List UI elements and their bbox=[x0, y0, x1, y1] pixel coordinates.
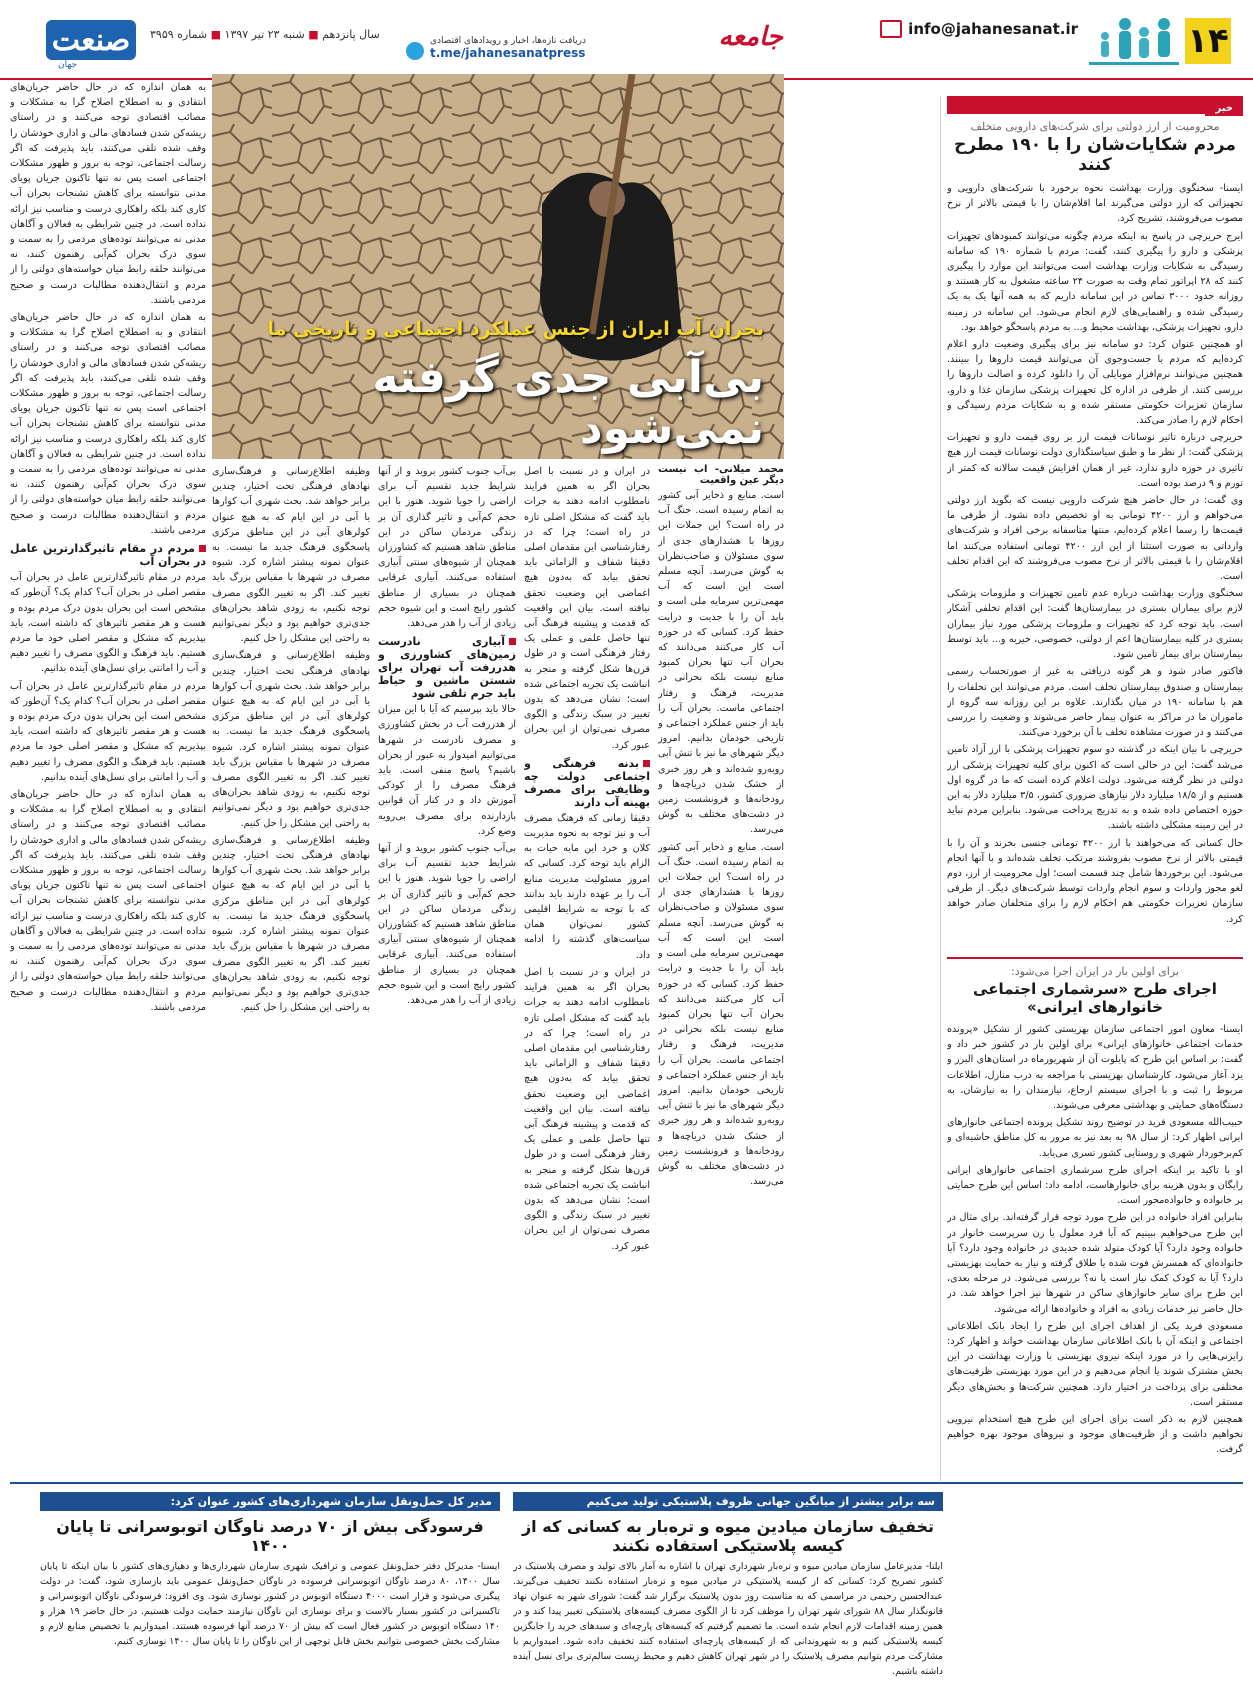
news2-paragraph: مسعودی فرید یکی از اهداف اجرای این طرح را ایجاد بانک اطلاعاتی اجتماعی و اینکه آن با بانک اطلاعاتی سازمان بهداشت خواند و اظهار کرد: رایزنی‌هایی را در مورد اینکه نیروی بهزیستی با وزارت بهداشت در این بخش مشترک شوند یا انجام می‌دهیم و در این مورد بهزیستی ظرفیت‌های مختلفی برای پرداخت در اختیار دارد. همچنین شرکت‌ها و بخش‌های دیگر مستقر است. bbox=[947, 1320, 1243, 1408]
article-text: وظیفه اطلاع‌رسانی و فرهنگ‌سازی نهادهای فرهنگی تحت اختیار، چندین برابر خواهد شد. بحث شهری آب کوارها یا آبی در این ایام که به هیچ عنوان کولرهای آبی در این مناطق مرکزی پاسخگوی فرهنگ جدید ما نیست. به عنوان نمونه پیشتر اشاره کرد. شیوه مصرف در شهرها با مقیاس بزرگ باید تغییر کند. اگر به تغییر الگوی مصرف توجه نکنیم، به زودی شاهد بحران‌های جدی‌تری خواهیم بود و دیگر نمی‌توانیم به راحتی این مشکل را حل کنیم. bbox=[212, 466, 370, 645]
divider bbox=[947, 957, 1243, 959]
article-subhead: آبیاری نادرست زمین‌های کشاورزی و هدررفت آب تهران برای شستن ماشین و حیاط باید جرم تلقی شود bbox=[378, 635, 516, 701]
article-text: در ایران و در نسبت با اصل بحران اگر به همین فرایند نامطلوب ادامه دهند به جرات باید گفت که مشکل اصلی تازه در راه است؛ چرا که در رفتارشناسی این مقدمان اصلی دقیقا شفاف و الزاماتی باید تحقق بیابد که به‌دون هیچ اغماضی این وضعیت تحقق نیافته است. بیان این واقعیت که قدمت و پیشینه فرهنگ آبی تنها حاصل علمی و عملی یک رفتار فرهنگی است و در طول قرن‌ها شکل گرفته و منجر به انباشت یک تجربه اجتماعی شده است؛ نشان می‌دهد که بدون تغییر در سبک زندگی و الگوی مصرف نمی‌توان از این بحران عبور کرد. bbox=[524, 466, 650, 751]
article-text: در ایران و در نسبت با اصل بحران اگر به همین فرایند نامطلوب ادامه دهند به جرات باید گفت که مشکل اصلی تازه در راه است؛ چرا که در رفتارشناسی این مقدمان اصلی دقیقا شفاف و الزاماتی باید تحقق بیابد که به‌دون هیچ اغماضی این وضعیت تحقق نیافته است. بیان این واقعیت که قدمت و پیشینه فرهنگ آبی تنها حاصل علمی و عملی یک رفتار فرهنگی است و در طول قرن‌ها شکل گرفته و منجر به انباشت یک تجربه اجتماعی شده است؛ نشان می‌دهد که بدون تغییر در سبک زندگی و الگوی مصرف نمی‌توان از این بحران عبور کرد. bbox=[524, 966, 650, 1252]
telegram-url[interactable]: t.me/jahanesanatpress bbox=[430, 46, 586, 60]
right-news-box bbox=[947, 96, 1243, 1481]
article-text: بی‌آب جنوب کشور بروید و از آنها شرایط جدید تقسیم آب برای اراضی را جویا شوید. هنوز با این حجم کم‌آبی و تاثیر گذاری آن بر زندگی مردمان ساکن در این مناطق شاهد هستیم که کشاورزان همچنان از شیوه‌های سنتی آبیاری استفاده می‌کنند. آبیاری غرقابی همچنان در بسیاری از مناطق کشور رایج است و این شیوه حجم زیادی از آب را هدر می‌دهد. bbox=[378, 843, 516, 1007]
news2-paragraph: حبیب‌الله مسعودی فرید در توضیح روند تشکیل پرونده اجتماعی خانوارهای ایرانی اظهار کرد: از سال ۹۸ به بعد نیز به مرور به کل مناطق حاشیه‌ای و کم‌برخوردار شهری و روستایی کشور تسری می‌یابد. bbox=[947, 1117, 1243, 1159]
news-paragraph: فاکتور صادر شود و هر گونه دریافتی به غیر از صورتحساب رسمی بیمارستان و صندوق بیمارستان تخلف است. مردم می‌توانند این تخلفات را هم با سامانه ۱۹۰ در میان بگذارند. علاوه بر این روزانه سه گروه از ماموران ما در مراکز به عنوان بیمار حاضر می‌شوند و وضعیت را بررسی می‌کنند و در صورت مشاهده تخلف با آن برخورد می‌کنند. bbox=[947, 666, 1243, 739]
email-contact[interactable] bbox=[880, 20, 1078, 38]
red-bar bbox=[947, 96, 1243, 114]
feature-kicker: بحران آب ایران از جنس عملکرد اجتماعی و تاریخی ما bbox=[267, 318, 764, 340]
column-rule bbox=[940, 96, 941, 1481]
issue-number: شماره ۳۹۵۹ bbox=[150, 28, 208, 41]
news-paragraph: وی گفت: در حال حاضر هیچ شرکت دارویی نیست که بگوید ارز دولتی می‌خواهم و ارز ۴۲۰۰ تومانی به او تخصیص داده نشود. از طرفی ما قیمت‌ها را رسما اعلام کرده‌ایم، منتها متاسفانه برخی افراد و شرکت‌های وارداتی به صورت استثنا از این ارز ۴۲۰۰ تومانی استفاده می‌کنند اما اقلام‌شان را با قیمتی بالاتر از نرخ مصوب می‌فروشند که این اقدام تخلف است. bbox=[947, 495, 1243, 583]
article-text: حالا باید بپرسیم که آیا با این میزان از هدررفت آب در بخش کشاورزی و مصرف نادرست در شهرها می‌توانیم امیدوار به عبور از بحران باشیم؟ پاسخ منفی است. باید فرهنگ مصرف را از کودکی آموزش داد و در کنار آن قوانین بازدارنده برای مصرف بی‌رویه وضع کرد. bbox=[378, 704, 516, 837]
envelope-icon bbox=[880, 20, 902, 38]
main-photo bbox=[212, 74, 784, 459]
article-column-4 bbox=[212, 464, 370, 1476]
news2-paragraph: ایسنا- معاون امور اجتماعی سازمان بهزیستی کشور از تشکیل «پرونده خدمات اجتماعی خانوارهای ایرانی» برای اولین بار در کشور خبر داد و گفت: بر اساس این طرح که پایلوت آن از شهریورماه در استان‌های البرز و یزد آغاز می‌شود، کارشناسان بهزیستی با مراجعه به درب منازل، اطلاعات مربوط را ثبت و با اجرای سیستم ارجاع، نیازمندان را به نیازشان، به دستگاه‌های حمایتی و بهداشتی معرفی می‌شوند. bbox=[947, 1024, 1243, 1112]
article-text: مردم در مقام تاثیرگذارترین عامل در بحران آب مقصر اصلی در بحران آب؟ کدام یک؟ آن‌طور که مشخص است این بحران بدون درک مردم بوده و هست و هر مقصر تاثیرهای که داشته است، باید بپذیریم که مشکل و مقصر اصلی خود ما مردم هستیم. باید فرهنگ و الگوی مصرف را تغییر دهیم و آب را امانتی برای نسل‌های آینده بدانیم. bbox=[10, 572, 206, 675]
news-label: خبر bbox=[1205, 101, 1243, 116]
issue-info: سال پانزدهم ■ شنبه ۲۳ تیر ۱۳۹۷ ■ شماره ۳۹۵۹ bbox=[150, 28, 380, 41]
article-text: به همان اندازه که در حال حاضر جریان‌های انتقادی و به اصطلاح اصلاح گرا به مشکلات و مصائب اقتصادی توجه می‌کنند و در راستای ریشه‌کن شدن فسادهای مالی و اداری خودشان را وقف شده تلقی می‌کنند، باید پذیرفت که اگر رسالت اجتماعی، توجه به بروز و ظهور مشکلات اجتماعی است پس نه تنها تاکنون جریان پویای مدنی نتوانسته برای کاهش تشنجات بحران آب کاری کند بلکه راهکاری درست و مناسب نیز ارائه نداده است. در چنین شرایطی به فعالان و آگاهان مدنی نه می‌توانند توده‌های مردمی را به سمت و سوی درک بحران کم‌آبی رهنمون کنند، نه می‌توانند حلقه رابط میان خواسته‌های دولتی را از مردم و انتقال‌دهنده مطالبات درست و صحیح مردمی باشند. bbox=[10, 312, 206, 536]
news-paragraph: حال کسانی که می‌خواهند با ارز ۴۲۰۰ تومانی جنسی بخرند و آن را با قیمتی بالاتر از نرخ مصوب بفروشند مرتکب تخلف شده‌اند و با آنها انجام می‌شود. این برخوردها شامل چند قسمت است؛ اول محرومیت از ارز، دوم لغو مجوز واردات و سوم انجام واردات توسط شرکت‌های دیگر. از طرفی سازمان تعزیرات حکومتی هم احکام لازم را برای متخلفان صادر خواهد کرد. bbox=[947, 837, 1243, 925]
bottom-kicker: سه برابر بیشتر از میانگین جهانی ظروف پلاستیکی تولید می‌کنیم bbox=[513, 1492, 943, 1511]
issue-date: شنبه ۲۳ تیر ۱۳۹۷ bbox=[224, 28, 305, 41]
masthead-subtitle: جهان bbox=[58, 60, 78, 70]
email-text: info@jahanesanat.ir bbox=[908, 20, 1078, 38]
telegram-link[interactable] bbox=[430, 36, 630, 60]
article-column-2 bbox=[524, 464, 650, 1476]
news-body bbox=[947, 181, 1243, 951]
article-text: به همان اندازه که در حال حاضر جریان‌های انتقادی و به اصطلاح اصلاح گرا به مشکلات و مصائب اقتصادی توجه می‌کنند و در راستای ریشه‌کن شدن فسادهای مالی و اداری خودشان را وقف شده تلقی می‌کنند، باید پذیرفت که اگر رسالت اجتماعی، توجه به بروز و ظهور مشکلات اجتماعی است پس نه تنها تاکنون جریان پویای مدنی نتوانسته برای کاهش تشنجات بحران آب کاری کند بلکه راهکاری درست و مناسب نیز ارائه نداده است. در چنین شرایطی به فعالان و آگاهان مدنی نه می‌توانند توده‌های مردمی را به سمت و سوی درک بحران کم‌آبی رهنمون کنند، نه می‌توانند حلقه رابط میان خواسته‌های دولتی را از مردم و انتقال‌دهنده مطالبات درست و صحیح مردمی باشند. bbox=[10, 788, 206, 1013]
page-number: ۱۴ bbox=[1185, 18, 1231, 64]
feature-title: بی‌آبی جدی گرفته نمی‌شود bbox=[372, 352, 764, 454]
bottom-body: ایلنا- مدیرعامل سازمان میادین میوه و تره‌بار شهرداری تهران با اشاره به آمار بالای تولید و مصرف پلاستیک در کشور تصریح کرد: کسانی که از کیسه پلاستیکی در میادین میوه و تره‌بار استفاده نکنند تخفیف می‌گیرند. عبدالحسین رحیمی در مراسمی که به مناسبت روز بدون پلاستیک برگزار شد گفت: شورای شهر به عنوان نهاد قانونگذار سال ۸۸ شورای شهر تهران را موظف کرد تا از الگوی مصرف کیسه‌های پلاستیکی تغییر پیدا کند و در همین زمینه اقدامات لازم انجام شده است. ما تصمیم گرفتیم که کیسه‌های پارچه‌ای و سبدهای خرید را جایگزین کیسه پلاستیکی کنیم و به شهروندانی که از کیسه‌های پارچه‌ای استفاده کنند تخفیف داده شود. امیدواریم با مشارکت مردم بتوانیم مصرف پلاستیک را در شهر تهران کاهش دهیم و محیط زیست سالم‌تری برای نسل آینده داشته باشیم. bbox=[513, 1561, 943, 1677]
news-paragraph: سخنگوی وزارت بهداشت درباره عدم تامین تجهیزات و ملزومات پزشکی لازم برای بیماران بستری در بیمارستان‌ها گفت: این اقدام تخلفی آشکار است. باید توجه کرد که تجهیزات و ملزومات پزشکی مورد نیاز بیماران بستری در کلیه بیمارستان‌ها اعم از دولتی، خصوصی، خیریه و... باید توسط بیمارستان برای بیمار تامین شود. bbox=[947, 588, 1243, 661]
bottom-title: فرسودگی بیش از ۷۰ درصد ناوگان اتوبوسرانی تا پایان ۱۴۰۰ bbox=[56, 1517, 484, 1555]
article-subhead: مردم در مقام تاثیرگذارترین عامل در بحران آب bbox=[10, 542, 206, 569]
telegram-icon bbox=[406, 42, 424, 60]
article-text: به همان اندازه که در حال حاضر جریان‌های انتقادی و به اصطلاح اصلاح گرا به مشکلات و مصائب اقتصادی توجه می‌کنند و در راستای ریشه‌کن شدن فسادهای مالی و اداری خودشان را وقف شده تلقی می‌کنند، باید پذیرفت که اگر رسالت اجتماعی، توجه به بروز و ظهور مشکلات اجتماعی است پس نه تنها تاکنون جریان پویای مدنی نتوانسته برای کاهش تشنجات بحران آب کاری کند بلکه راهکاری درست و مناسب نیز ارائه نداده است. در چنین شرایطی به فعالان و آگاهان مدنی نه می‌توانند توده‌های مردمی را به سمت و سوی درک بحران کم‌آبی رهنمون کنند، نه می‌توانند حلقه رابط میان خواسته‌های دولتی را از مردم و انتقال‌دهنده مطالبات درست و صحیح مردمی باشند. bbox=[10, 82, 206, 306]
section-title: جامعه bbox=[718, 22, 783, 52]
news-paragraph: او همچنین عنوان کرد: دو سامانه نیز برای پیگیری وضعیت دارو اعلام کرده‌ایم که مردم با جست‌وجوی آن می‌توانند قیمت داروها را ببینند. همچنین می‌توانند نرم‌افزار موبایلی آن را دانلود کرده و اصالت داروها را بررسی کنند. از طرفی در اداره کل تجهیزات پزشکی سازمان غذا و دارو، سازمان تعزیرات حکومتی مستقر شده و به شکایات مردم رسیدگی و احکام لازم را صادر می‌کند. bbox=[947, 339, 1243, 427]
news2-headline: اجرای طرح «سرشماری اجتماعی خانوارهای ایرانی» bbox=[973, 980, 1217, 1016]
news2-kicker: برای اولین بار در ایران اجرا می‌شود: bbox=[1011, 965, 1179, 978]
bottom-kicker: مدیر کل حمل‌ونقل سازمان شهرداری‌های کشور عنوان کرد: bbox=[40, 1492, 500, 1511]
news2-paragraph: او با تاکید بر اینکه اجرای طرح سرشماری اجتماعی خانوارهای ایرانی رایگان و بدون هزینه برای خانوارهاست، ادامه داد: اساس این طرح حمایتی بر خانواده و خانواده‌محور است. bbox=[947, 1164, 1243, 1207]
news2-paragraph: بنابراین افراد خانواده در این طرح مورد توجه قرار گرفته‌اند. برای مثال در این طرح می‌خواهیم ببینیم که آیا فرد معلول یا زن سرپرست خانوار در خانواده وجود دارد؟ آیا کودک متولد شده جدیدی در خانواده وجود دارد؟ آیا خانواده‌ای که همسرش فوت شده یا طلاق گرفته و نیاز به حمایت بهزیستی دارد؟ آیا به کودک کمک نیاز است یا نه؟ بررسی می‌شود. در مرحله بعدی، این طرح برای سایر خانوارهای ساکن در شهرها نیز اجرا خواهد شد. در حال حاضر نیز خدمات زیادی به افراد و خانواده‌ها ارائه می‌شود. bbox=[947, 1212, 1243, 1315]
article-text: بی‌آب جنوب کشور بروید و از آنها شرایط جدید تقسیم آب برای اراضی را جویا شوید. هنوز با این حجم کم‌آبی و تاثیر گذاری آن بر زندگی مردمان ساکن در این مناطق شاهد هستیم که کشاورزان همچنان از شیوه‌های سنتی آبیاری استفاده می‌کنند. آبیاری غرقابی همچنان در بسیاری از مناطق کشور رایج است و این شیوه حجم زیادی از آب را هدر می‌دهد. bbox=[378, 466, 516, 630]
article-subhead: بدنه فرهنگی و اجتماعی دولت چه وظایفی برای مصرف بهینه آب دارند bbox=[524, 756, 650, 809]
bottom-story-right bbox=[513, 1492, 943, 1676]
news-paragraph: ایسنا- سخنگوی وزارت بهداشت نحوه برخورد با شرکت‌های دارویی و تجهیزاتی که ارز دولتی می‌گیرند اما اقلام‌شان را با قیمتی بالاتر از نرخ مصوب می‌فروشند، تشریح کرد. bbox=[947, 183, 1243, 225]
bottom-title: تخفیف سازمان میادین میوه و تره‌بار به کسانی که از کیسه پلاستیکی استفاده نکنند bbox=[521, 1517, 935, 1555]
bottom-body: ایسنا- مدیرکل دفتر حمل‌ونقل عمومی و ترافیک شهری سازمان شهرداری‌ها و دهیاری‌های کشور با بیان اینکه تا پایان سال ۱۴۰۰، ۸۰ درصد ناوگان اتوبوسرانی فرسوده در ناوگان حمل‌ونقل عمومی باید بازسازی شود، گفت: در دولت پیگیری می‌شود و قرار است ۴۰۰۰ دستگاه اتوبوس در کشور نوسازی شود. وی افزود: فرسودگی ناوگان اتوبوسرانی و تاکسیرانی در کشور بسیار بالاست و برای نوسازی این ناوگان نیازمند حمایت دولت هستیم. در حال حاضر ۱۹ هزار و ۱۴۰ دستگاه اتوبوس در کشور فعال است که بیش از ۷۰ درصد آنها فرسوده هستند. امیدواریم با تخصیص منابع لازم و مشارکت بخش خصوصی بتوانیم بخش قابل توجهی از این ناوگان را تا پایان سال ۱۴۰۰ نوسازی کنیم. bbox=[40, 1561, 500, 1647]
news-kicker: محرومیت از ارز دولتی برای شرکت‌های دارویی متخلف bbox=[970, 120, 1220, 133]
article-text: دقیقا زمانی که فرهنگ مصرف آب و نیز توجه به نحوه مدیریت کلان و خرد این مایه حیات به الزام باید توجه کرد. کسانی که امروز مسئولیت مدیریت منابع آب را بر عهده دارند باید بدانند که با توجه به شرایط اقلیمی کشور نمی‌توان همان سیاست‌های گذشته را ادامه داد. bbox=[524, 812, 650, 961]
article-text: است. منابع و ذخایر آبی کشور به اتمام رسیده است. جنگ آب در راه است؟ این جملات این روزها با هشدارهای جدی از سوی مسئولان و صاحب‌نظران به گوش می‌رسد. آنچه مسلم است این است که آب مهمی‌ترین سرمایه ملی است و باید آن را با جدیت و درایت حفظ کرد. کسانی که در حوزه آب کار می‌کنند می‌دانند که بحران آب تنها بحران کمبود منابع نیست بلکه بحرانی در مدیریت، فرهنگ و رفتار اجتماعی ماست. بحران آب را باید از جنس عملکرد اجتماعی و تاریخی خودمان بدانیم. امروز دیگر شهرهای ما نیز با تنش آبی روبه‌رو شده‌اند و هر روز خبری از خشک شدن دریاچه‌ها و رودخانه‌ها و فرونشست زمین در دشت‌های مختلف به گوش می‌رسد. bbox=[658, 841, 784, 1188]
family-icon bbox=[1089, 14, 1179, 70]
article-column-1 bbox=[658, 464, 784, 1476]
issue-year: سال پانزدهم bbox=[322, 28, 380, 41]
article-column-3 bbox=[378, 464, 516, 1476]
article-text: مردم در مقام تاثیرگذارترین عامل در بحران آب مقصر اصلی در بحران آب؟ کدام یک؟ آن‌طور که مشخص است این بحران بدون درک مردم بوده و هست و هر مقصر تاثیرهای که داشته است، باید بپذیریم که مشکل و مقصر اصلی خود ما مردم هستیم. باید فرهنگ و الگوی مصرف را تغییر دهیم و آب را امانتی برای نسل‌های آینده بدانیم. bbox=[10, 680, 206, 783]
news2-body bbox=[947, 1022, 1243, 1542]
article-text: وظیفه اطلاع‌رسانی و فرهنگ‌سازی نهادهای فرهنگی تحت اختیار، چندین برابر خواهد شد. بحث شهری آب کوارها یا آبی در این ایام که به هیچ عنوان کولرهای آبی در این مناطق مرکزی پاسخگوی فرهنگ جدید ما نیست. به عنوان نمونه پیشتر اشاره کرد. شیوه مصرف در شهرها با مقیاس بزرگ باید تغییر کند. اگر به تغییر الگوی مصرف توجه نکنیم، به زودی شاهد بحران‌های جدی‌تری خواهیم بود و دیگر نمی‌توانیم به راحتی این مشکل را حل کنیم. bbox=[212, 834, 370, 1014]
news-paragraph: حریرچی درباره تاثیر نوسانات قیمت ارز بر روی قیمت دارو و تجهیزات پزشکی گفت: از نظر ما و طبق سیاستگذاری دولت نوسانات قیمت ارز هیچ تاثیری در حوزه دارو ندارد، غیر از همان افزایش قیمت سالانه که کمتر از تورم و ۹ درصد بوده است. bbox=[947, 432, 1243, 489]
telegram-caption: دریافت تازه‌ها، اخبار و رویدادهای اقتصادی bbox=[430, 36, 587, 46]
bottom-story-left bbox=[40, 1492, 500, 1676]
news-paragraph: ایرج حریرچی در پاسخ به اینکه مردم چگونه می‌توانند کمبودهای تجهیزات پزشکی و دارو را پیگیری کنند، گفت: مردم با شماره ۱۹۰ که سامانه رسیدگی به شکایات وزارت بهداشت است می‌توانند این موارد را پیگیری کنند که ۲۸ اپراتور تمام وقت به صورت ۲۴ ساعته مشغول به کار هستند و روزانه حدود ۳۰۰۰ تماس در این سامانه داریم که به همه آنها یک به یک رسیدگی شده و راهنمایی‌های لازم انجام می‌شود. این سامانه در زمینه دارو، تجهیزات پزشکی، بهداشت محیط و... به مردم پاسخگو خواهد بود. bbox=[947, 230, 1243, 333]
article-column-5 bbox=[10, 80, 206, 1476]
news-headline: مردم شکایات‌شان را با ۱۹۰ مطرح کنند bbox=[954, 135, 1236, 175]
news2-paragraph: همچنین لازم به ذکر است برای اجرای این طرح هیچ استخدام نیرویی نخواهیم داشت و از ظرفیت‌های موجود و نیروهای موجود بهره خواهیم گرفت. bbox=[947, 1414, 1243, 1456]
masthead-logo: صنعت bbox=[46, 20, 136, 60]
article-text: است. منابع و ذخایر آبی کشور به اتمام رسیده است. جنگ آب در راه است؟ این جملات این روزها با هشدارهای جدی از سوی مسئولان و صاحب‌نظران به گوش می‌رسد. آنچه مسلم است این است که آب مهمی‌ترین سرمایه ملی است و باید آن را با جدیت و درایت حفظ کرد. کسانی که در حوزه آب کار می‌کنند می‌دانند که بحران آب تنها بحران کمبود منابع نیست بلکه بحرانی در مدیریت، فرهنگ و رفتار اجتماعی ماست. بحران آب را باید از جنس عملکرد اجتماعی و تاریخی خودمان بدانیم. امروز دیگر شهرهای ما نیز با تنش آبی روبه‌رو شده‌اند و هر روز خبری از خشک شدن دریاچه‌ها و رودخانه‌ها و فرونشست زمین در دشت‌های مختلف به گوش می‌رسد. bbox=[658, 490, 784, 836]
news-paragraph: حریرچی با بیان اینکه در گذشته دو سوم تجهیزات پزشکی با ارز آزاد تامین می‌شد گفت: این در حالی است که اکنون برای کلیه تجهیزات پزشکی ارز دولتی در نظر گرفته می‌شود. دولت اعلام کرده است که ما در گروه اول هستیم و از ۱۸/۵ میلیارد دلار نیازهای ضروری کشور، ۳/۵ میلیارد دلار به این حوزه اختصاص داده شده و به تدریج پرداخت می‌شود. بنابراین مردم نباید در این زمینه مشکلی داشته باشند. bbox=[947, 744, 1243, 832]
bottom-divider bbox=[10, 1482, 1243, 1484]
byline: محمد میلانی- آب نیست دیگر عین واقعیت bbox=[658, 464, 784, 486]
article-text: وظیفه اطلاع‌رسانی و فرهنگ‌سازی نهادهای فرهنگی تحت اختیار، چندین برابر خواهد شد. بحث شهری آب کوارها یا آبی در این ایام که به هیچ عنوان کولرهای آبی در این مناطق مرکزی پاسخگوی فرهنگ جدید ما نیست. به عنوان نمونه پیشتر اشاره کرد. شیوه مصرف در شهرها با مقیاس بزرگ باید تغییر کند. اگر به تغییر الگوی مصرف توجه نکنیم، به زودی شاهد بحران‌های جدی‌تری خواهیم بود و دیگر نمی‌توانیم به راحتی این مشکل را حل کنیم. bbox=[212, 650, 370, 829]
